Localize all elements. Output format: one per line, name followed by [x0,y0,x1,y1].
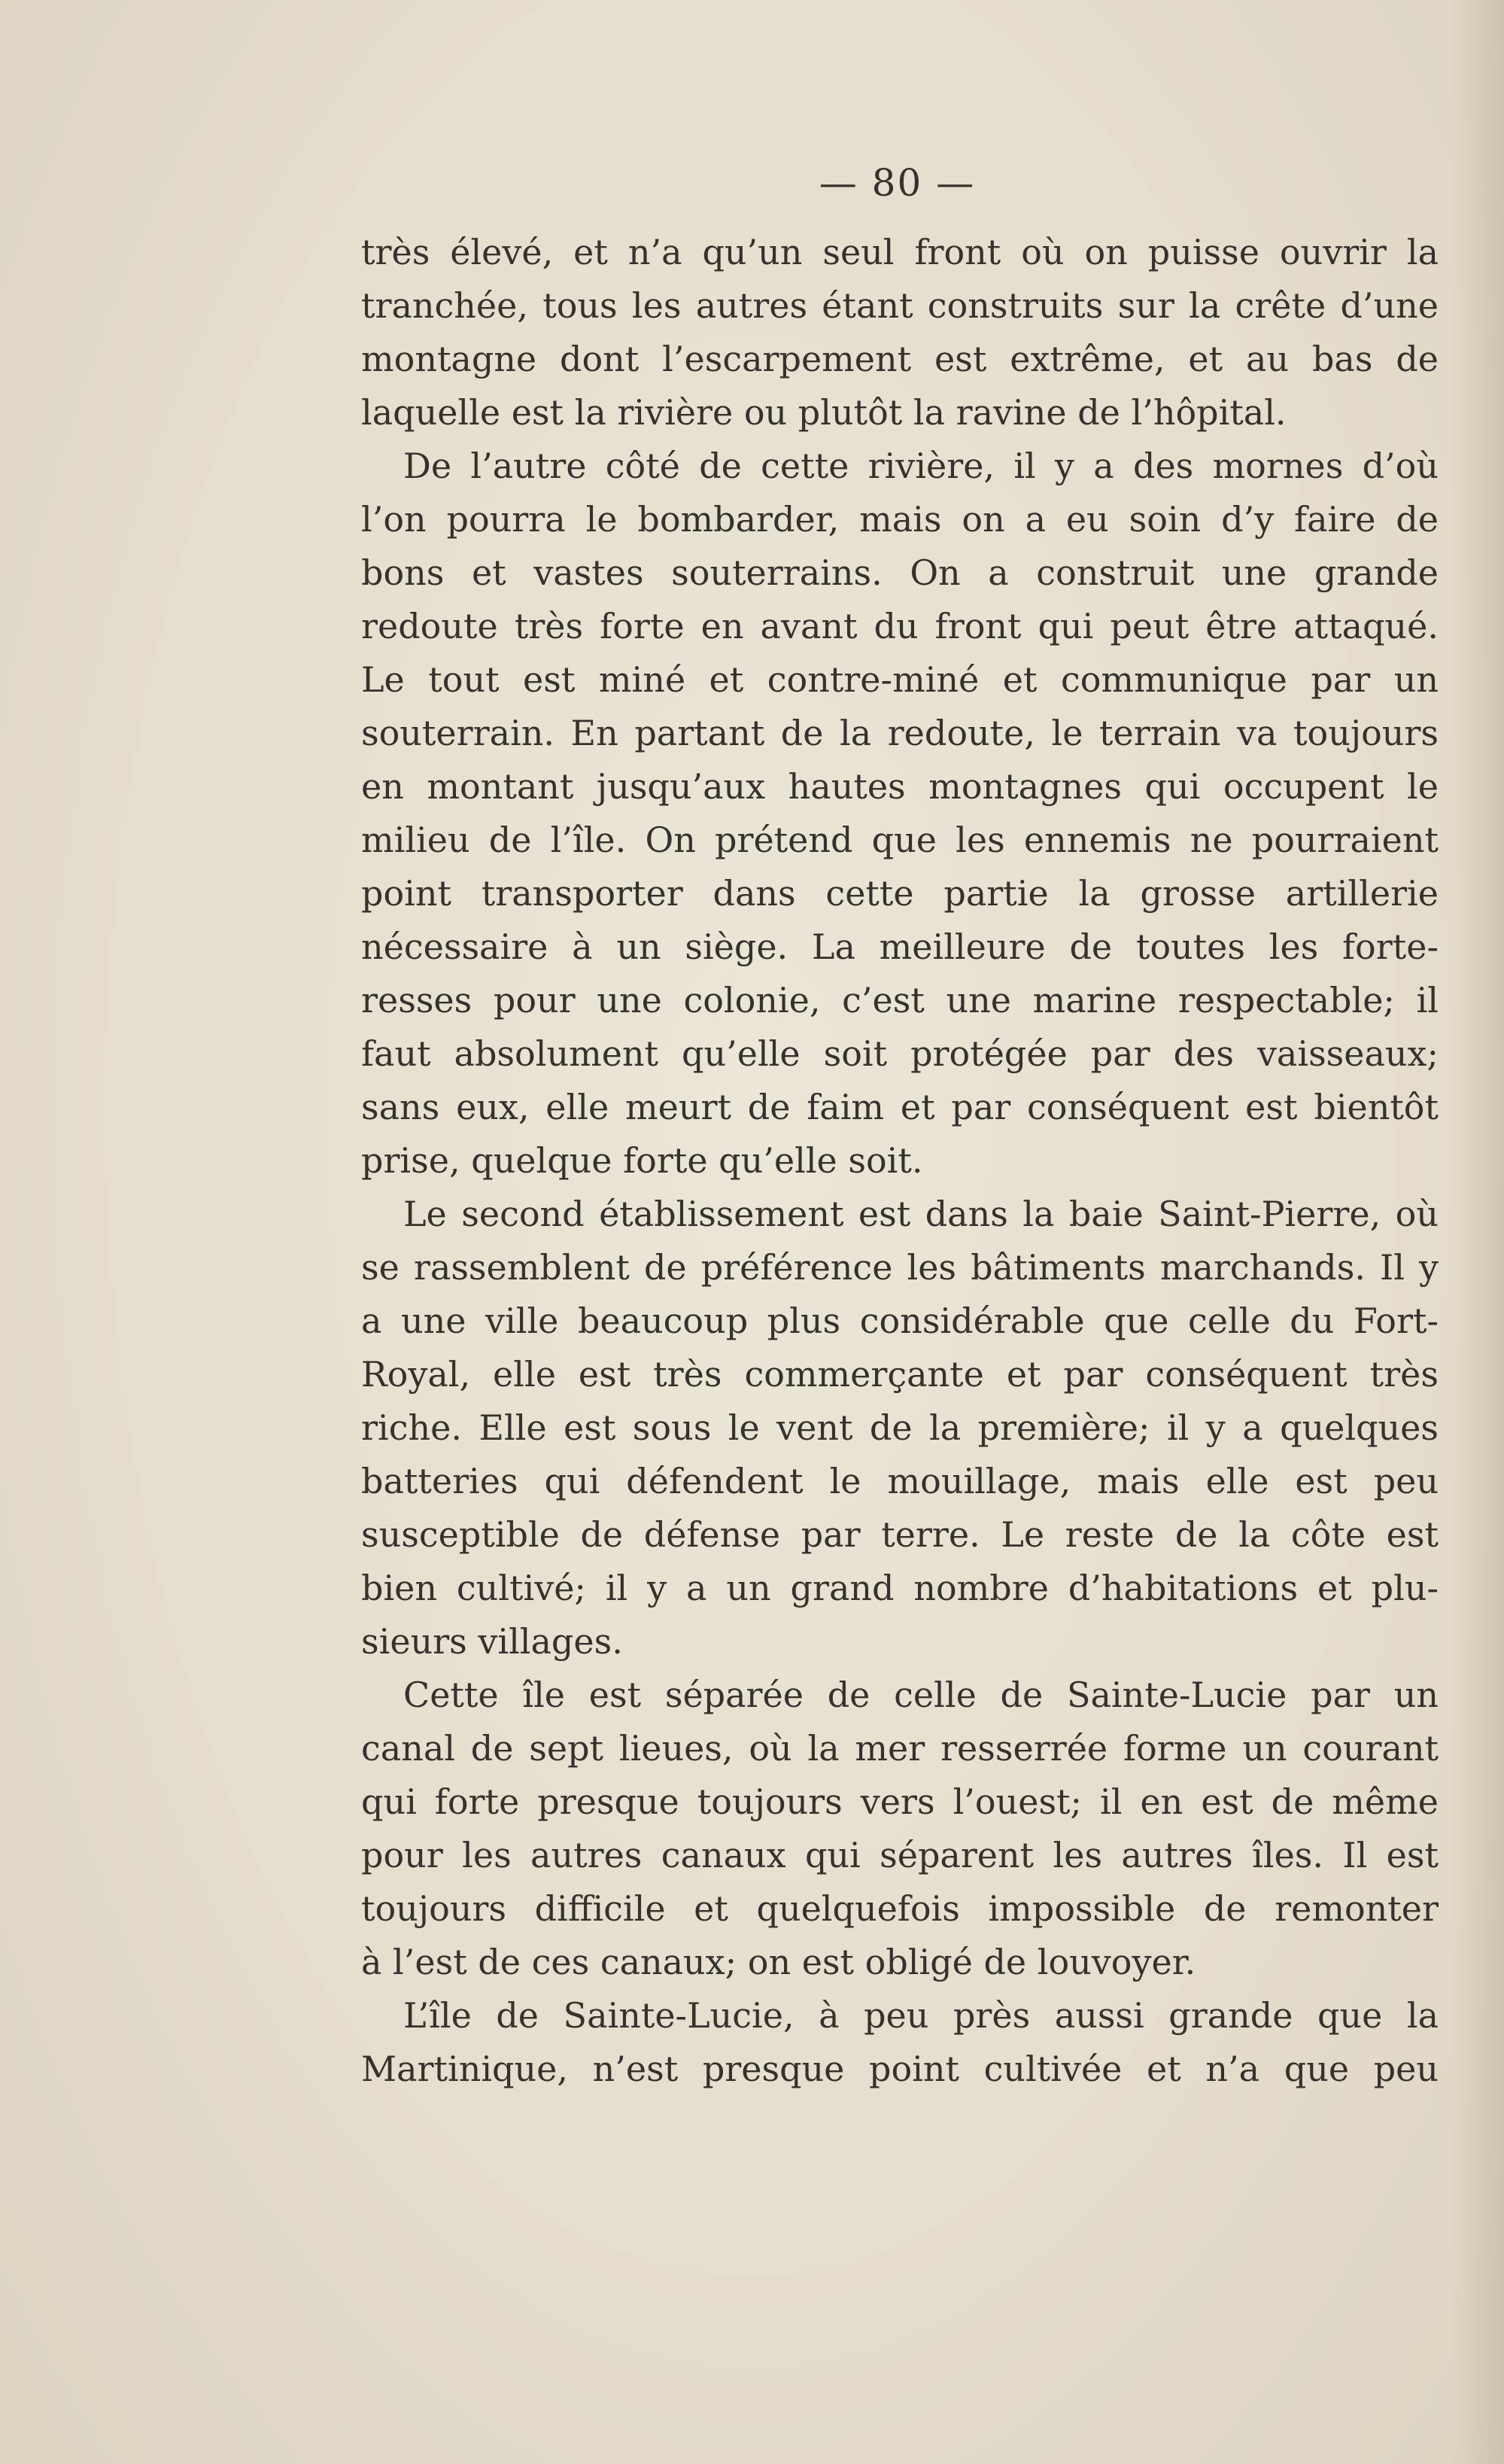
text-line: susceptible de défense par terre. Le reste de la côte est [361,1514,1439,1555]
text-line: très élevé, et n’a qu’un seul front où on puisse ouvrir la [361,232,1439,272]
text-line: sieurs villages. [361,1621,623,1662]
text-line: prise, quelque forte qu’elle soit. [361,1140,923,1181]
text-line: l’on pourra le bombarder, mais on a eu soin d’y faire de [361,499,1439,540]
body-text [361,226,1439,2096]
text-line: De l’autre côté de cette rivière, il y a des mornes d’où [403,446,1439,486]
text-line: a une ville beaucoup plus considérable que celle du Fort- [361,1300,1439,1341]
text-line: tranchée, tous les autres étant construits sur la crête d’une [361,285,1439,326]
text-line: riche. Elle est sous le vent de la première; il y a quelques [361,1407,1439,1448]
text-line: pour les autres canaux qui séparent les autres îles. Il est [361,1835,1439,1875]
text-line: sans eux, elle meurt de faim et par conséquent est bientôt [361,1087,1439,1127]
text-line: à l’est de ces canaux; on est obligé de louvoyer. [361,1942,1196,1982]
text-line: bien cultivé; il y a un grand nombre d’habitations et plu- [361,1568,1439,1608]
text-line: toujours difficile et quelquefois impossible de remonter [361,1888,1439,1929]
text-line: batteries qui défendent le mouillage, mais elle est peu [361,1461,1439,1501]
text-line: bons et vastes souterrains. On a construit une grande [361,552,1439,593]
text-line: qui forte presque toujours vers l’ouest; il en est de même [361,1781,1439,1822]
text-line: L’île de Sainte-Lucie, à peu près aussi grande que la [403,1995,1439,2036]
text-line: Le second établissement est dans la baie Saint-Pierre, où [403,1194,1439,1234]
text-line: Cette île est séparée de celle de Sainte-Lucie par un [403,1675,1439,1715]
text-line: en montant jusqu’aux hautes montagnes qui occupent le [361,766,1439,807]
text-line: montagne dont l’escarpement est extrême, et au bas de [361,339,1439,379]
text-line: Le tout est miné et contre-miné et communique par un [361,659,1439,700]
text-line: Martinique, n’est presque point cultivée et n’a que peu [361,2049,1439,2089]
text-line: point transporter dans cette partie la grosse artillerie [361,873,1439,914]
text-line: faut absolument qu’elle soit protégée par des vaisseaux; [361,1033,1439,1074]
text-line: redoute très forte en avant du front qui peut être attaqué. [361,606,1439,646]
text-line: canal de sept lieues, où la mer resserrée forme un courant [361,1728,1439,1769]
page-number: — 80 — [819,161,976,205]
text-line: resses pour une colonie, c’est une marine respectable; il [361,980,1439,1021]
text-line: souterrain. En partant de la redoute, le terrain va toujours [361,713,1439,753]
text-line: nécessaire à un siège. La meilleure de toutes les forte- [361,926,1439,967]
text-line: laquelle est la rivière ou plutôt la ravine de l’hôpital. [361,392,1287,433]
text-line: Royal, elle est très commerçante et par conséquent très [361,1354,1439,1395]
page-edge-shadow [1451,0,1504,2464]
text-line: se rassemblent de préférence les bâtiments marchands. Il y [361,1247,1439,1288]
text-line: milieu de l’île. On prétend que les ennemis ne pourraient [361,820,1439,860]
